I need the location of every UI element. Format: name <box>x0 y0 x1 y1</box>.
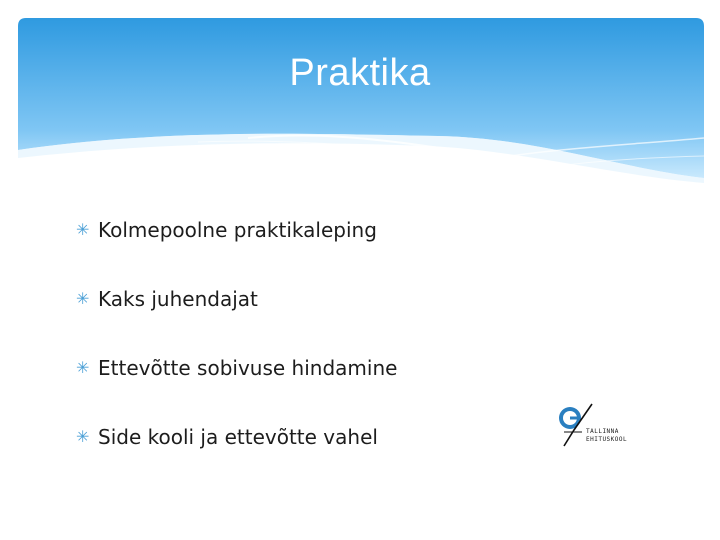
header-wave-graphic <box>18 18 704 198</box>
slide-title: Praktika <box>289 52 431 94</box>
logo-line-1: TALLINNA <box>586 428 619 435</box>
header-banner <box>18 18 704 198</box>
logo-line-2: EHITUSKOOL <box>586 436 628 443</box>
asterisk-bullet-icon: ✳ <box>76 358 90 377</box>
bullet-text: Kaks juhendajat <box>98 287 258 311</box>
asterisk-bullet-icon: ✳ <box>76 289 90 308</box>
bullet-list <box>76 210 636 486</box>
school-logo <box>556 402 636 454</box>
bullet-text: Ettevõtte sobivuse hindamine <box>98 356 398 380</box>
asterisk-bullet-icon: ✳ <box>76 220 90 239</box>
list-item <box>76 210 636 250</box>
asterisk-bullet-icon: ✳ <box>76 427 90 446</box>
list-item <box>76 417 636 457</box>
bullet-text: Side kooli ja ettevõtte vahel <box>98 425 378 449</box>
logo-text <box>586 428 627 444</box>
bullet-text: Kolmepoolne praktikaleping <box>98 218 377 242</box>
list-item <box>76 279 636 319</box>
list-item <box>76 348 636 388</box>
